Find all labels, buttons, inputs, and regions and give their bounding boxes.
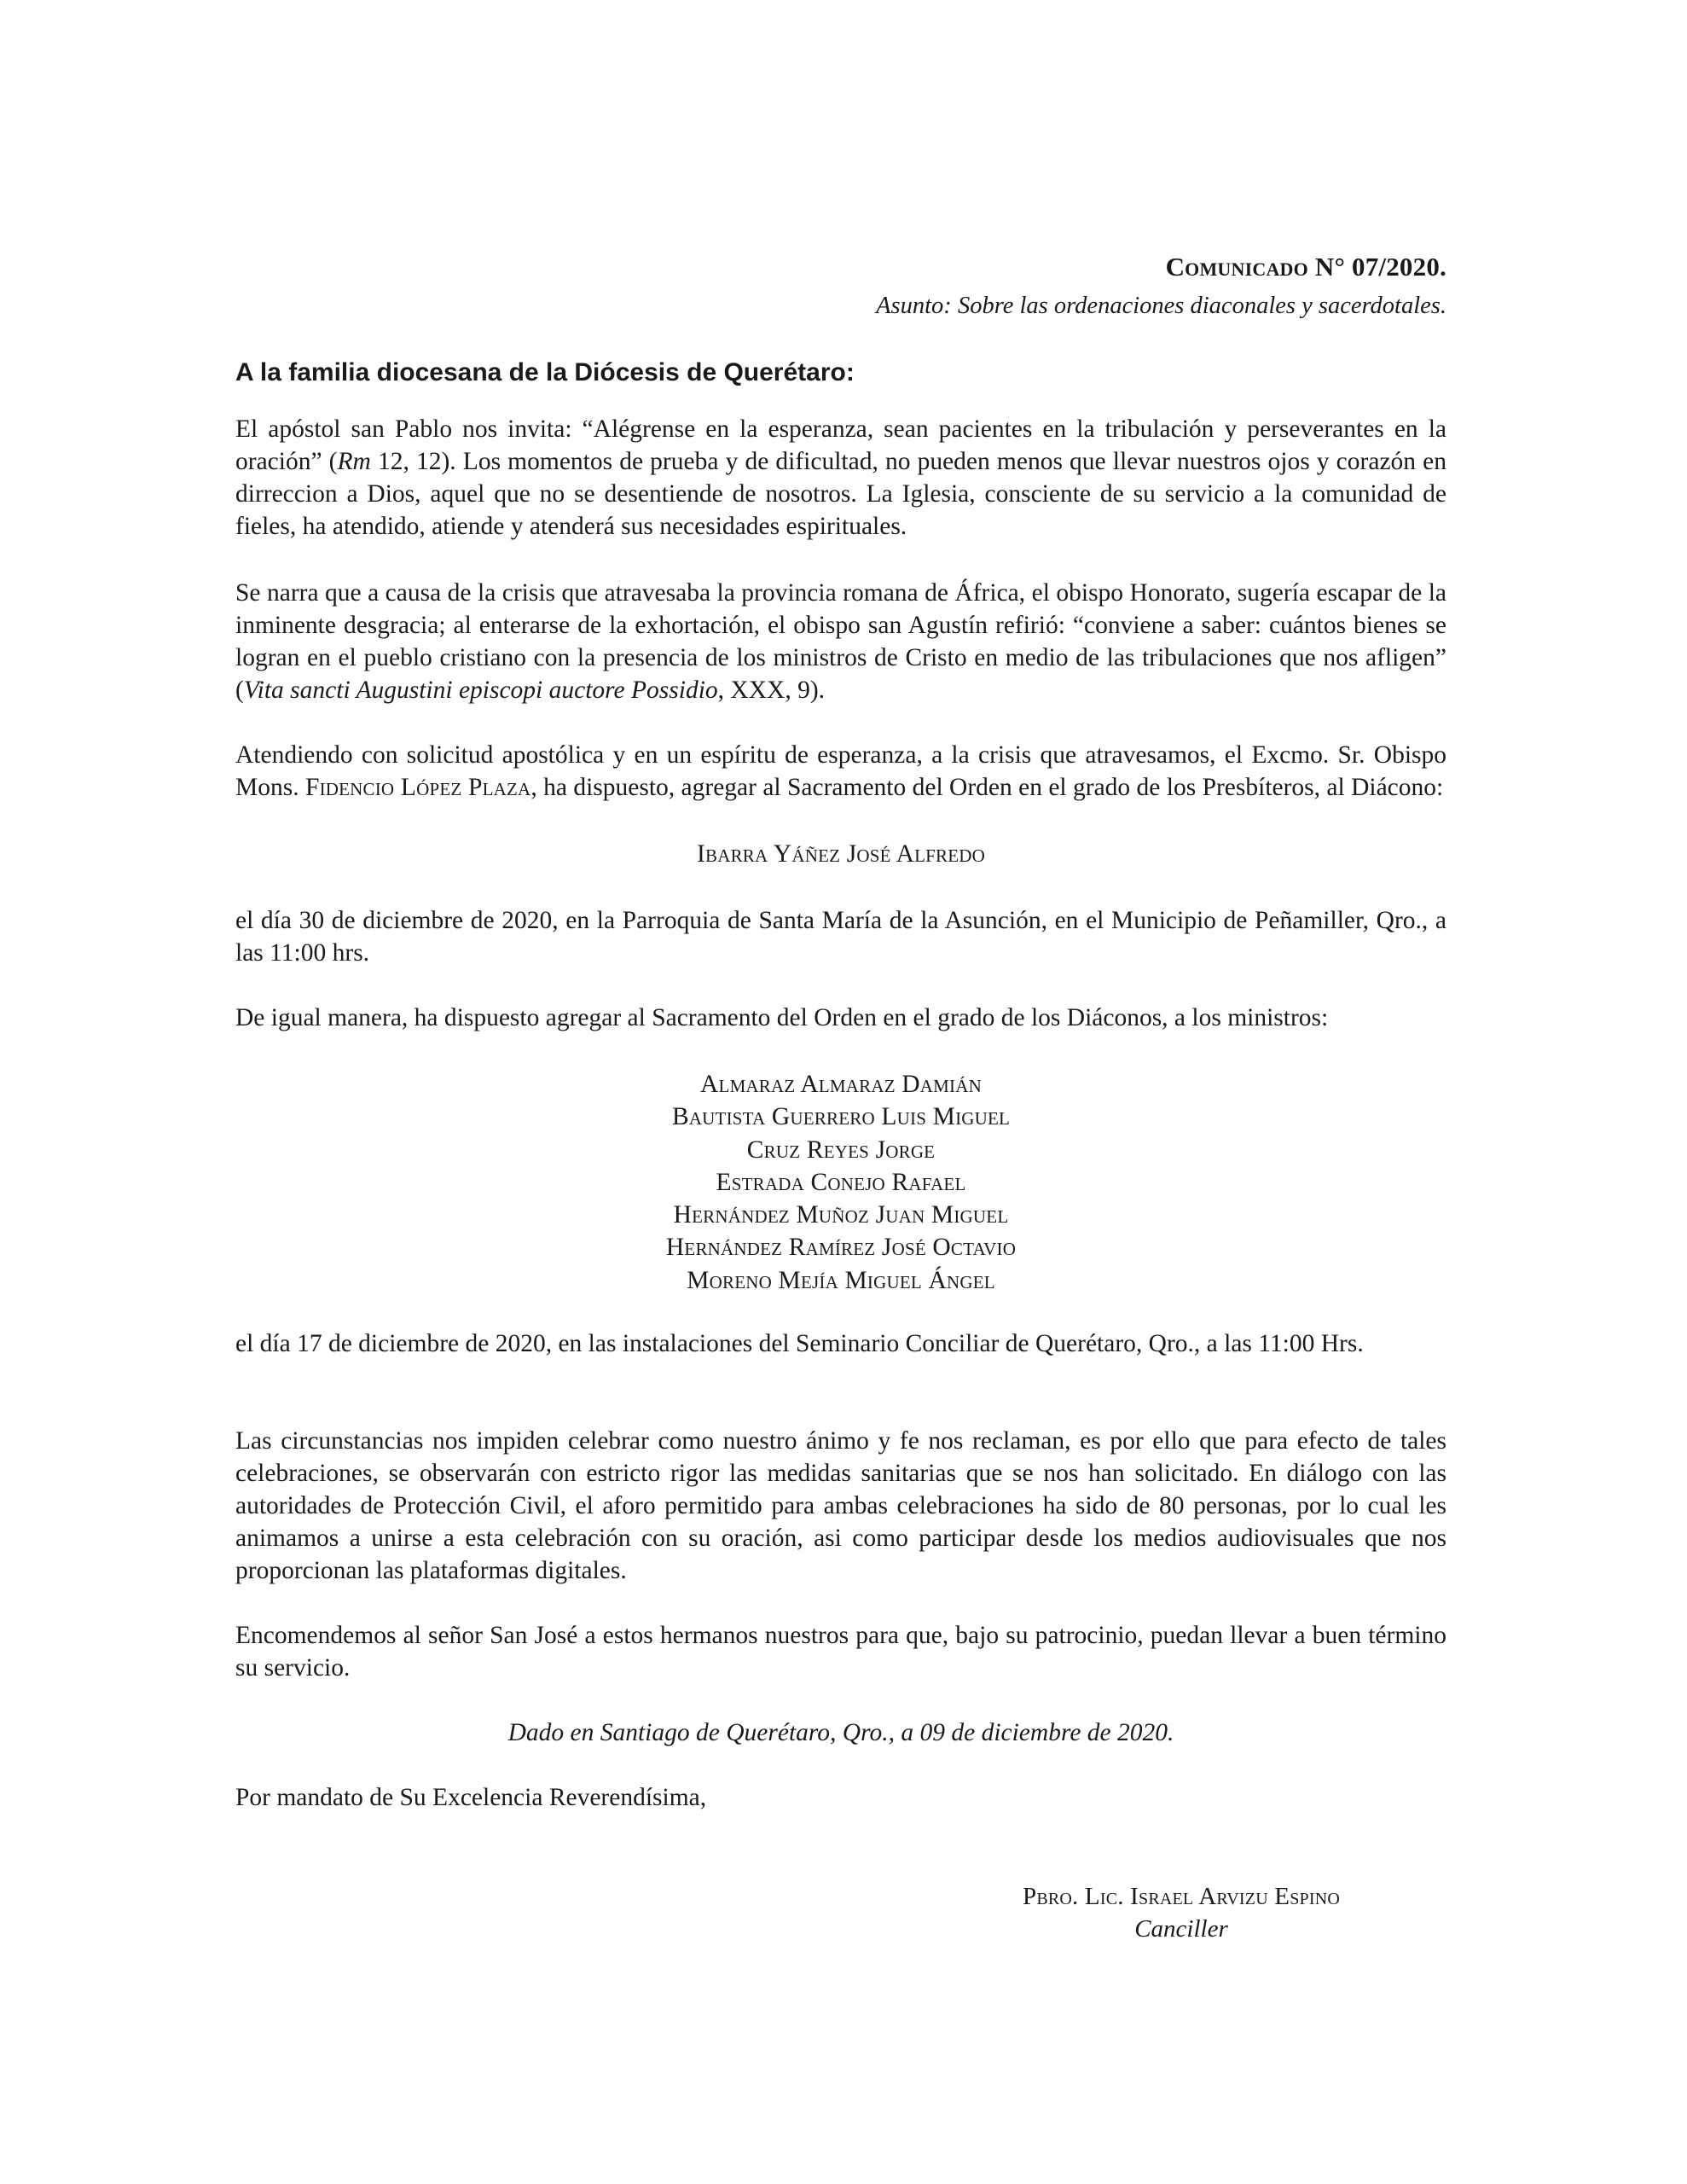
subject-line [235,290,1446,322]
deacon-name: Almaraz Almaraz Damián [700,1071,982,1098]
deacon-name: Hernández Ramírez José Octavio [665,1234,1017,1262]
deacon-name: Bautista Guerrero Luis Miguel [671,1103,1011,1131]
deacon-list [235,1068,1446,1297]
paragraph-3 [235,739,1446,804]
paragraph-4: el día 30 de diciembre de 2020, en la Parroquia de Santa María de la Asunción, en el Municipio de Peñamiller, Qro., a las 11:00 hrs. [235,907,1446,967]
bible-reference: Rm [337,448,371,475]
bishop-name: Fidencio López Plaza [304,774,531,801]
paragraph-2-text-a: Se narra que a causa de la crisis que atravesaba la provincia romana de África, el obispo Honorato, sugería escapar de la inminente desgracia; al enterarse de la exhortación, el obispo san Agustín refirió: “conviene a saber: cuántos bienes se logran en el pueblo cristiano con la presencia de los ministros de Cristo en medio de las tribulaciones que nos afligen” ( [235,579,1446,704]
deacon-name: Hernández Muñoz Juan Miguel [673,1201,1009,1229]
paragraph-1 [235,413,1446,543]
paragraph-5: De igual manera, ha dispuesto agregar al Sacramento del Orden en el grado de los Diáconos, a los ministros: [235,1004,1329,1031]
mandate-line: Por mandato de Su Excelencia Reverendísima, [235,1784,707,1811]
deacon-name: Estrada Conejo Rafael [716,1168,966,1196]
date-place-line: Dado en Santiago de Querétaro, Qro., a 09 de diciembre de 2020. [507,1719,1174,1746]
priest-ordinand-name: Ibarra Yáñez José Alfredo [697,840,985,868]
paragraph-2 [235,577,1446,706]
source-citation: Vita sancti Augustini episcopi auctore Possidio [243,677,718,704]
paragraph-1-text-b: 12, 12). Los momentos de prueba y de dificultad, no pueden menos que llevar nuestros ojos y corazón en dirreccion a Dios, aquel que no se desentiende de nosotros. La Iglesia, consciente de su servicio a la comunidad de fieles, ha atendido, atiende y atenderá sus necesidades espirituales. [235,448,1447,540]
paragraph-3-text-a: Atendiendo con solicitud apostólica y en un espíritu de esperanza, a la crisis que atravesamos, el Excmo. Sr. Obispo Mons. [235,741,1446,801]
deacon-name: Cruz Reyes Jorge [746,1136,936,1164]
deacon-name: Moreno Mejía Miguel Ángel [687,1266,995,1294]
subject-label: Asunto: [876,293,952,319]
paragraph-2-text-b: , XXX, 9). [717,677,826,704]
paragraph-6: el día 17 de diciembre de 2020, en las instalaciones del Seminario Conciliar de Querétaro, Qro., a las 11:00 Hrs. [235,1330,1364,1357]
salutation: A la familia diocesana de la Diócesis de Querétaro: [235,358,855,386]
paragraph-3-text-b: , ha dispuesto, agregar al Sacramento del Orden en el grado de los Presbíteros, al Diácono: [530,774,1444,801]
signatory-title: Canciller [1134,1915,1228,1943]
paragraph-7: Las circunstancias nos impiden celebrar como nuestro ánimo y fe nos reclaman, es por ello que para efecto de tales celebraciones, se observarán con estricto rigor las medidas sanitarias que se nos han solicitado. En diálogo con las autoridades de Protección Civil, el aforo permitido para ambas celebraciones ha sido de 80 personas, por lo cual les animamos a unirse a esta celebración con su oración, asi como participar desde los medios audiovisuales que nos proporcionan las plataformas digitales. [235,1427,1446,1584]
paragraph-1-text-a: El apóstol san Pablo nos invita: “Alégrense en la esperanza, sean pacientes en la tribulación y perseverantes en la oración” ( [235,415,1446,475]
signatory-name: Pbro. Lic. Israel Arvizu Espino [1022,1883,1340,1910]
paragraph-8: Encomendemos al señor San José a estos hermanos nuestros para que, bajo su patrocinio, puedan llevar a buen término su servicio. [235,1622,1446,1682]
communique-number: Comunicado N° 07/2020. [1165,252,1446,282]
subject-text: Sobre las ordenaciones diaconales y sacerdotales. [957,293,1446,319]
